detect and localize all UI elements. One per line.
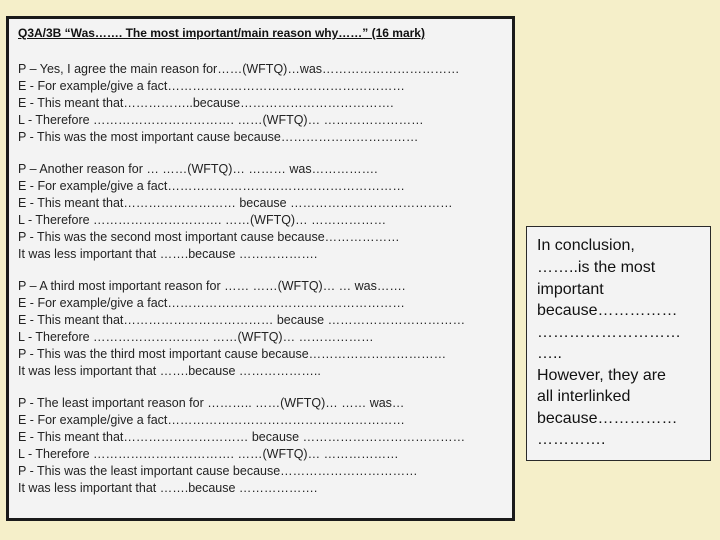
conclusion-line: because…………… [537, 302, 678, 319]
paragraph-least-reason [18, 395, 510, 497]
point-line: P – A third most important reason for …… ……(WFTQ)… … was……. [18, 279, 406, 293]
conclusion-box [526, 226, 711, 461]
explain-line: E - This meant that……………………………… because …………………………… [18, 313, 466, 327]
conclusion-line: because…………… [537, 410, 678, 427]
explain-line: E - This meant that………………………… because ………………………………… [18, 430, 466, 444]
conclusion-line: all interlinked [537, 388, 631, 405]
comparison-line: It was less important that …….because ………………. [18, 247, 318, 261]
comparison-line: It was less important that …….because ……………….. [18, 364, 321, 378]
paragraph-main-reason [18, 61, 510, 146]
explain-line: E - This meant that……………………… because ………………………………… [18, 196, 453, 210]
conclusion-line: However, they are [537, 367, 666, 384]
conclusion-line: ……..is the most [537, 259, 656, 276]
point-line: P - This was the second most important cause because……………… [18, 230, 400, 244]
explain-line: E - This meant that……………..because………………………………. [18, 96, 394, 110]
point-line: P – Another reason for … ……(WFTQ)… ……… was……………. [18, 162, 378, 176]
comparison-line: It was less important that …….because ………………. [18, 481, 318, 495]
conclusion-line: In conclusion, [537, 237, 635, 254]
evidence-line: E - For example/give a fact………………………………………………… [18, 79, 405, 93]
link-line: L - Therefore ……………………………. ……(WFTQ)… ……………… [18, 447, 399, 461]
evidence-line: E - For example/give a fact………………………………………………… [18, 413, 405, 427]
point-line: P – Yes, I agree the main reason for……(WFTQ)…was…………………………… [18, 62, 460, 76]
point-line: P - This was the most important cause because…………………………… [18, 130, 419, 144]
point-line: P - This was the third most important cause because…………………………… [18, 347, 447, 361]
evidence-line: E - For example/give a fact………………………………………………… [18, 179, 405, 193]
point-line: P - The least important reason for ……….. ……(WFTQ)… …… was… [18, 396, 405, 410]
conclusion-line: …………. [537, 431, 606, 448]
frame-heading: Q3A/3B “Was……. The most important/main reason why……” (16 mark) [18, 26, 425, 40]
point-line: P - This was the least important cause because…………………………… [18, 464, 418, 478]
conclusion-line: ….. [537, 345, 562, 362]
link-line: L - Therefore ……………………………. ……(WFTQ)… …………………… [18, 113, 424, 127]
link-line: L - Therefore …………………………. ……(WFTQ)… ……………… [18, 213, 387, 227]
conclusion-line: important [537, 281, 604, 298]
conclusion-line: ……………………… [537, 324, 681, 341]
writing-frame-box [6, 16, 515, 521]
evidence-line: E - For example/give a fact………………………………………………… [18, 296, 405, 310]
link-line: L - Therefore ………………………. ……(WFTQ)… ……………… [18, 330, 374, 344]
paragraph-second-reason [18, 161, 510, 263]
paragraph-third-reason [18, 278, 510, 380]
